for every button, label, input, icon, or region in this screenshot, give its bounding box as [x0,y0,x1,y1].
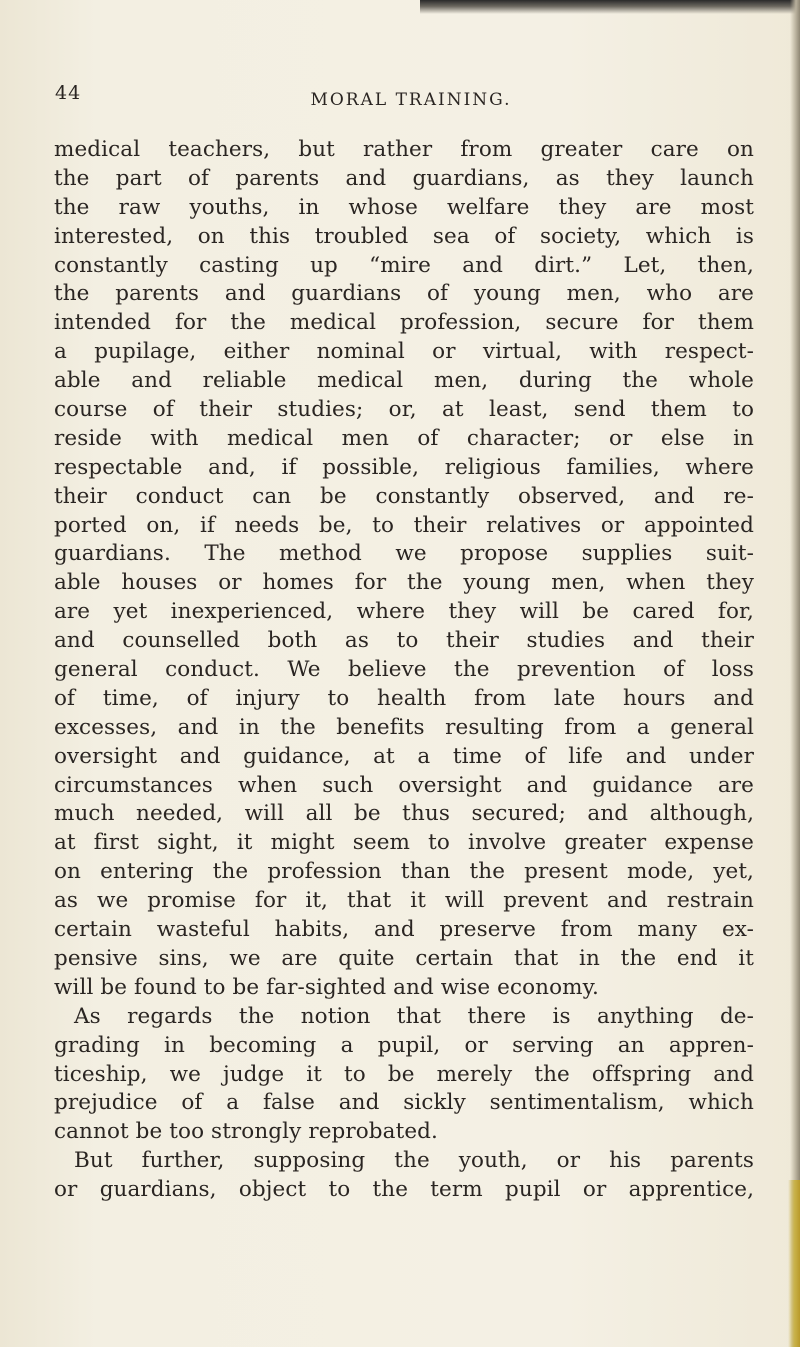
text-line: of time, of injury to health from late hours and [54,685,754,711]
body-text [54,136,754,1205]
text-line: As regards the notion that there is anything de- [74,1003,754,1029]
text-line: a pupilage, either nominal or virtual, with respect- [54,339,754,365]
text-line: their conduct can be constantly observed, and re- [54,483,754,509]
text-line: ported on, if needs be, to their relatives or appointed [54,512,754,538]
scan-top-shadow [420,0,800,14]
text-line: guardians. The method we propose supplies suit- [54,541,754,567]
text-line: But further, supposing the youth, or his parents [74,1148,754,1174]
text-line: constantly casting up “mire and dirt.” Let, then, [54,252,754,278]
text-line: at first sight, it might seem to involve greater expense [54,830,754,856]
text-line: able and reliable medical men, during the whole [54,368,754,394]
text-line: the parents and guardians of young men, who are [54,281,754,307]
text-line: grading in becoming a pupil, or serving an appren- [54,1032,754,1058]
text-line: the part of parents and guardians, as they launch [54,165,754,191]
page-edge-stain [788,1180,800,1347]
text-line: oversight and guidance, at a time of life and under [54,743,754,769]
page-header [55,82,755,122]
text-line: intended for the medical profession, secure for them [54,310,754,336]
text-line: and counselled both as to their studies and their [54,628,754,654]
text-line: circumstances when such oversight and guidance are [54,772,754,798]
text-line: the raw youths, in whose welfare they are most [54,194,754,220]
text-line: course of their studies; or, at least, send them to [54,397,754,423]
page-number: 44 [55,82,82,104]
text-line: ticeship, we judge it to be merely the offspring and [54,1061,754,1087]
text-line: are yet inexperienced, where they will be cared for, [54,599,754,625]
text-line: much needed, will all be thus secured; and although, [54,801,754,827]
text-line: able houses or homes for the young men, when they [54,570,754,596]
text-line: respectable and, if possible, religious families, where [54,454,754,480]
text-line: excesses, and in the benefits resulting from a general [54,714,754,740]
text-line: prejudice of a false and sickly sentimentalism, which [54,1090,754,1116]
text-line: certain wasteful habits, and preserve from many ex- [54,917,754,943]
text-line: reside with medical men of character; or else in [54,425,754,451]
text-line: or guardians, object to the term pupil or apprentice, [54,1177,754,1203]
text-line: medical teachers, but rather from greater care on [54,137,754,162]
running-head: MORAL TRAINING. [310,90,512,110]
text-line: interested, on this troubled sea of society, which is [54,223,754,249]
text-line: pensive sins, we are quite certain that in the end it [54,945,754,971]
text-line: cannot be too strongly reprobated. [54,1119,438,1145]
text-line: will be found to be far-sighted and wise economy. [54,974,599,1000]
text-line: on entering the profession than the present mode, yet, [54,859,754,885]
text-line: as we promise for it, that it will prevent and restrain [54,888,754,914]
page-edge-shadow [790,0,800,1347]
text-line: general conduct. We believe the prevention of loss [54,657,754,683]
